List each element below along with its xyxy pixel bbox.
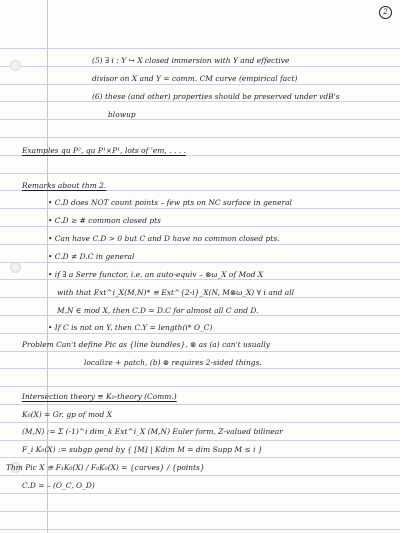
problem-statement: localize + patch, (b) ⊗ requires 2-sided things. <box>84 358 262 367</box>
remark-item: • if ∃ a Serre functor, i.e. an auto-equiv – ⊗ω_X of Mod X <box>48 270 264 279</box>
section-heading-intersection: Intersection theory ≡ K₀-theory (Comm.) <box>22 392 177 401</box>
ruled-line <box>0 493 400 494</box>
definition-line: C.D = – (O_C, O_D) <box>22 481 95 490</box>
ruled-line <box>0 475 400 476</box>
note-line: (6) these (and other) properties should be preserved under vdB's <box>92 92 340 101</box>
section-heading-examples: Examples qu P², qu P¹×P¹, lots of 'em, . . . . <box>22 146 186 155</box>
ruled-line <box>0 137 400 138</box>
ruled-line <box>0 101 400 102</box>
punch-hole <box>10 262 21 273</box>
remark-item: • C.D does NOT count points – few pts on NC surface in general <box>48 198 292 207</box>
ruled-line <box>0 404 400 405</box>
ruled-line <box>0 297 400 298</box>
ruled-line <box>0 386 400 387</box>
definition-line: (M,N) := Σ (-1)^i dim_k Ext^i_X (M,N) Euler form, Z-valued bilinear <box>22 427 283 436</box>
ruled-line <box>0 368 400 369</box>
ruled-line <box>0 226 400 227</box>
ruled-line <box>0 440 400 441</box>
remark-item: • C.D ≥ # common closed pts <box>48 216 162 225</box>
problem-statement: Problem Can't define Pic as {line bundles}, ⊗ as (a) can't usually <box>22 340 271 349</box>
ruled-line <box>0 244 400 245</box>
ruled-line <box>0 173 400 174</box>
ruled-line <box>0 422 400 423</box>
theorem-line: Thm Pic X ≅ F₁K₀(X) / F₀K₀(X) = {curves} / {points} <box>6 463 205 472</box>
section-heading-remarks: Remarks about thm 2. <box>22 181 107 190</box>
note-line: divisor on X and Y = comm. CM curve (empirical fact) <box>92 74 298 83</box>
remark-item: • Can have C.D > 0 but C and D have no common closed pts. <box>48 234 280 243</box>
definition-line: K₀(X) = Gr. gp of mod X <box>22 410 113 419</box>
ruled-line <box>0 333 400 334</box>
ruled-line <box>0 208 400 209</box>
remark-item: • If C is not on Y, then C.Y = length(i* O_C) <box>48 323 213 332</box>
note-line: blowup <box>108 110 136 119</box>
ruled-line <box>0 315 400 316</box>
ruled-line <box>0 119 400 120</box>
definition-line: F_i K₀(X) := subgp gend by { [M] | Kdim M = dim Supp M ≤ i } <box>22 445 263 454</box>
ruled-line <box>0 48 400 49</box>
ruled-line <box>0 84 400 85</box>
ruled-line <box>0 155 400 156</box>
note-line: (5) ∃ i : Y ↪ X closed immersion with Y and effective <box>92 56 290 65</box>
ruled-line <box>0 529 400 530</box>
remark-item: M,N ∈ mod X, then C.D = D.C for almost all C and D. <box>57 306 259 315</box>
remark-item: with that Ext^i_X(M,N)* ≅ Ext^{2-i}_X(N, M⊗ω_X) ∀ i and all <box>57 288 295 297</box>
ruled-line <box>0 351 400 352</box>
punch-hole <box>10 60 21 71</box>
ruled-line <box>0 511 400 512</box>
ruled-line <box>0 66 400 67</box>
remark-item: • C.D ≠ D.C in general <box>48 252 135 261</box>
ruled-line <box>0 279 400 280</box>
ruled-line <box>0 262 400 263</box>
page-number: 2 <box>379 6 392 19</box>
ruled-line <box>0 457 400 458</box>
ruled-line <box>0 190 400 191</box>
